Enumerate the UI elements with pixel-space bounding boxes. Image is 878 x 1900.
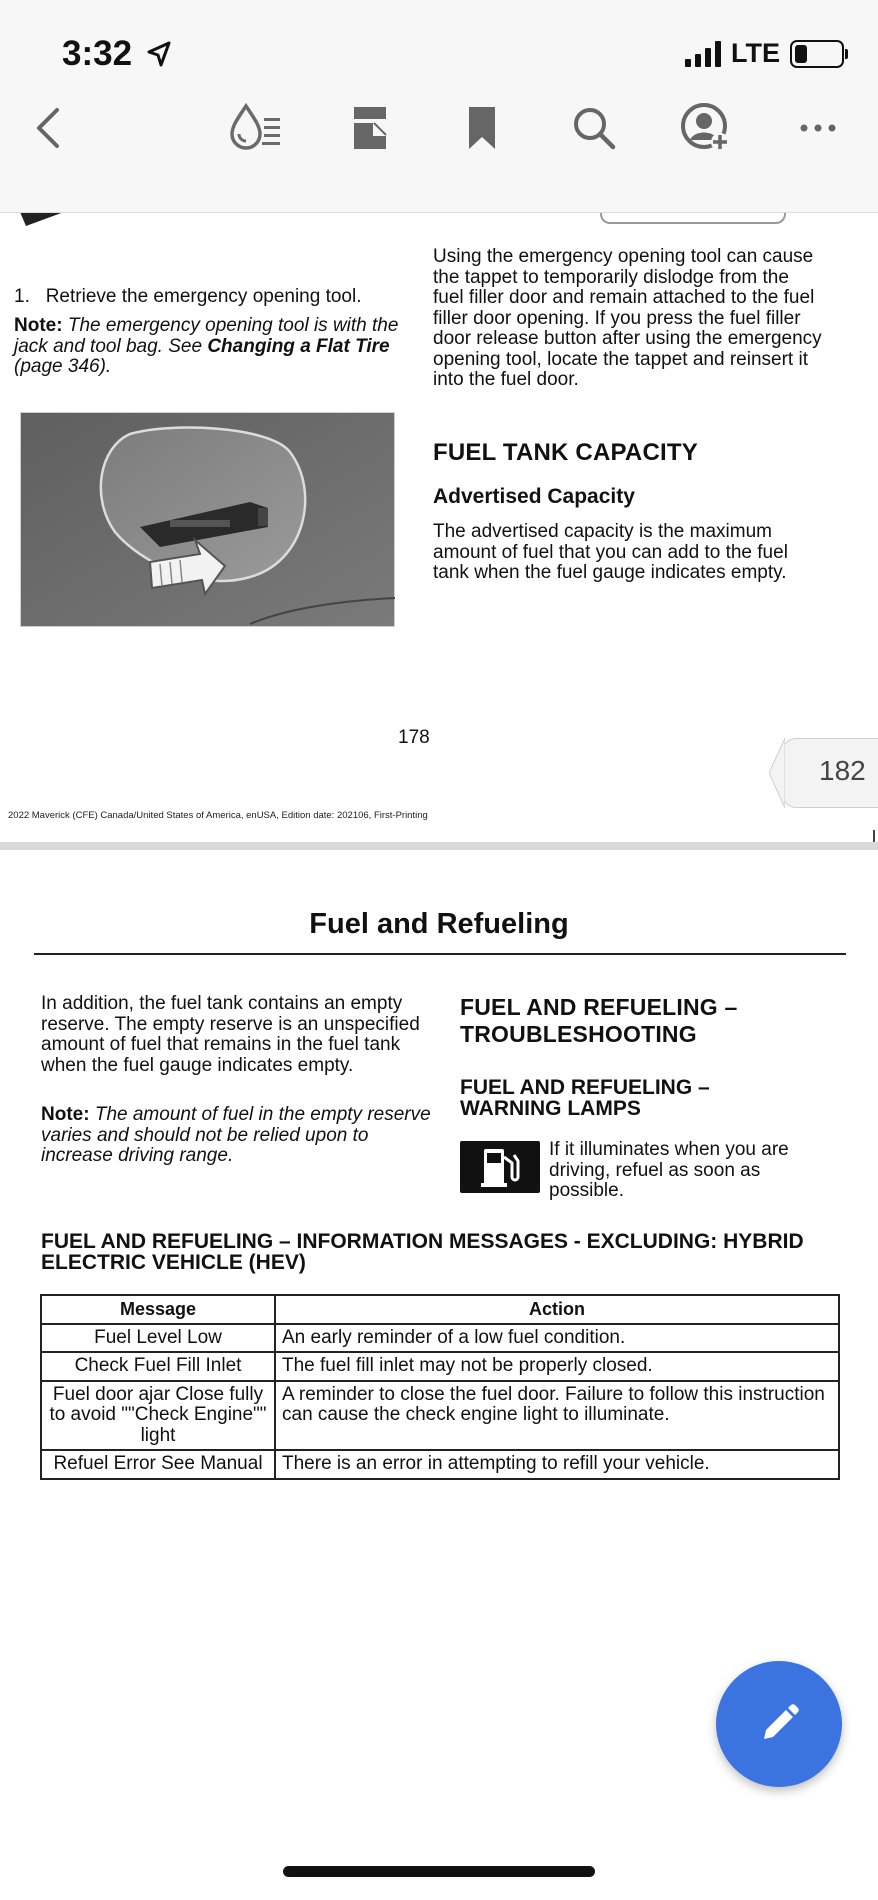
column-header-action: Action <box>275 1295 839 1324</box>
page-indicator[interactable] <box>782 738 878 808</box>
current-page-number: 182 <box>819 755 866 786</box>
battery-icon <box>790 40 844 68</box>
table-row <box>41 1352 839 1381</box>
back-button[interactable] <box>18 98 78 158</box>
text-settings-button[interactable] <box>226 98 286 158</box>
message-cell: Check Fuel Fill Inlet <box>41 1352 275 1381</box>
note-label: Note: <box>14 315 63 336</box>
step-1 <box>14 287 404 308</box>
add-user-button[interactable] <box>676 98 736 158</box>
warning-lamps-heading: FUEL AND REFUELING – WARNING LAMPS <box>460 1076 710 1120</box>
chapter-title: Fuel and Refueling <box>309 908 569 940</box>
warning-lamp-text: If it illuminates when you are driving, refuel as soon as possible. <box>549 1139 789 1201</box>
step-text: Retrieve the emergency opening tool. <box>45 286 362 307</box>
table-row <box>41 1324 839 1353</box>
more-icon <box>798 122 838 134</box>
more-button[interactable] <box>788 98 848 158</box>
capacity-paragraph: The advertised capacity is the maximum amount of fuel that you can add to the fuel tank when the fuel gauge indicates empty. <box>433 521 788 583</box>
column-header-message: Message <box>41 1295 275 1324</box>
fuel-pump-icon <box>460 1141 540 1193</box>
network-label: LTE <box>731 38 780 68</box>
document-page-178 <box>0 212 878 842</box>
action-cell: A reminder to close the fuel door. Failure to follow this instruction can cause the check engine light to illuminate. <box>275 1381 839 1451</box>
action-cell: An early reminder of a low fuel condition. <box>275 1324 839 1353</box>
top-bar <box>0 0 878 213</box>
fuel-tank-capacity-heading: FUEL TANK CAPACITY <box>433 439 698 466</box>
troubleshooting-heading: FUEL AND REFUELING – TROUBLESHOOTING <box>460 994 738 1047</box>
step-number: 1. <box>14 286 30 307</box>
layout-button[interactable] <box>340 98 400 158</box>
fuel-door-illustration <box>20 412 395 627</box>
signal-icon <box>685 41 721 67</box>
action-cell: There is an error in attempting to refill your vehicle. <box>275 1450 839 1479</box>
bookmark-button[interactable] <box>452 98 512 158</box>
note-text: The emergency opening tool is with the jack and tool bag. See <box>14 315 399 357</box>
edit-button[interactable] <box>716 1661 842 1787</box>
layout-icon <box>350 105 390 151</box>
table-header-row <box>41 1295 839 1324</box>
table-row <box>41 1450 839 1479</box>
table-row <box>41 1381 839 1451</box>
badge-tab-shape <box>769 738 785 808</box>
add-user-icon <box>680 102 732 154</box>
fuel-warning-lamp <box>460 1141 540 1193</box>
page-footer: 2022 Maverick (CFE) Canada/United States of America, enUSA, Edition date: 202106, First-Printing <box>8 810 428 821</box>
search-icon <box>571 105 617 151</box>
note-label: Note: <box>41 1104 90 1125</box>
message-cell: Fuel Level Low <box>41 1324 275 1353</box>
action-cell: The fuel fill inlet may not be properly closed. <box>275 1352 839 1381</box>
information-messages-table <box>40 1294 840 1480</box>
empty-reserve-paragraph: In addition, the fuel tank contains an empty reserve. The empty reserve is an unspecified amount of fuel that remains in the fuel tank when the fuel gauge indicates empty. <box>41 993 420 1076</box>
bookmark-icon <box>466 105 498 151</box>
status-indicators <box>685 38 844 69</box>
back-icon <box>33 106 63 150</box>
page-separator <box>0 842 878 850</box>
message-cell: Fuel door ajar Close fully to avoid ""Check Engine"" light <box>41 1381 275 1451</box>
tool-note <box>14 316 404 378</box>
chapter-rule <box>34 953 846 955</box>
cropped-figure-fragment <box>20 212 70 228</box>
home-indicator[interactable] <box>283 1866 595 1877</box>
tappet-paragraph: Using the emergency opening tool can cause the tappet to temporarily dislodge from the fuel filler door and remain attached to the fuel filler door opening. If you press the fuel filler door release button after using the emergency opening tool, locate the tappet and reinsert it into the fuel door. <box>433 246 822 390</box>
message-cell: Refuel Error See Manual <box>41 1450 275 1479</box>
text-settings-icon <box>228 102 284 154</box>
reserve-note <box>41 1105 431 1167</box>
note-text: The amount of fuel in the empty reserve varies and should not be relied upon to increase driving range. <box>41 1104 431 1166</box>
information-messages-heading: FUEL AND REFUELING – INFORMATION MESSAGES - EXCLUDING: HYBRID ELECTRIC VEHICLE (HEV) <box>41 1230 804 1274</box>
note-page-ref: (page 346). <box>14 356 112 377</box>
pencil-icon <box>754 1699 804 1749</box>
advertised-capacity-heading: Advertised Capacity <box>433 485 635 508</box>
location-arrow-icon <box>146 40 172 68</box>
page-number: 178 <box>398 727 430 748</box>
changing-flat-tire-link[interactable]: Changing a Flat Tire <box>207 335 390 357</box>
search-button[interactable] <box>564 98 624 158</box>
status-time: 3:32 <box>62 34 133 73</box>
